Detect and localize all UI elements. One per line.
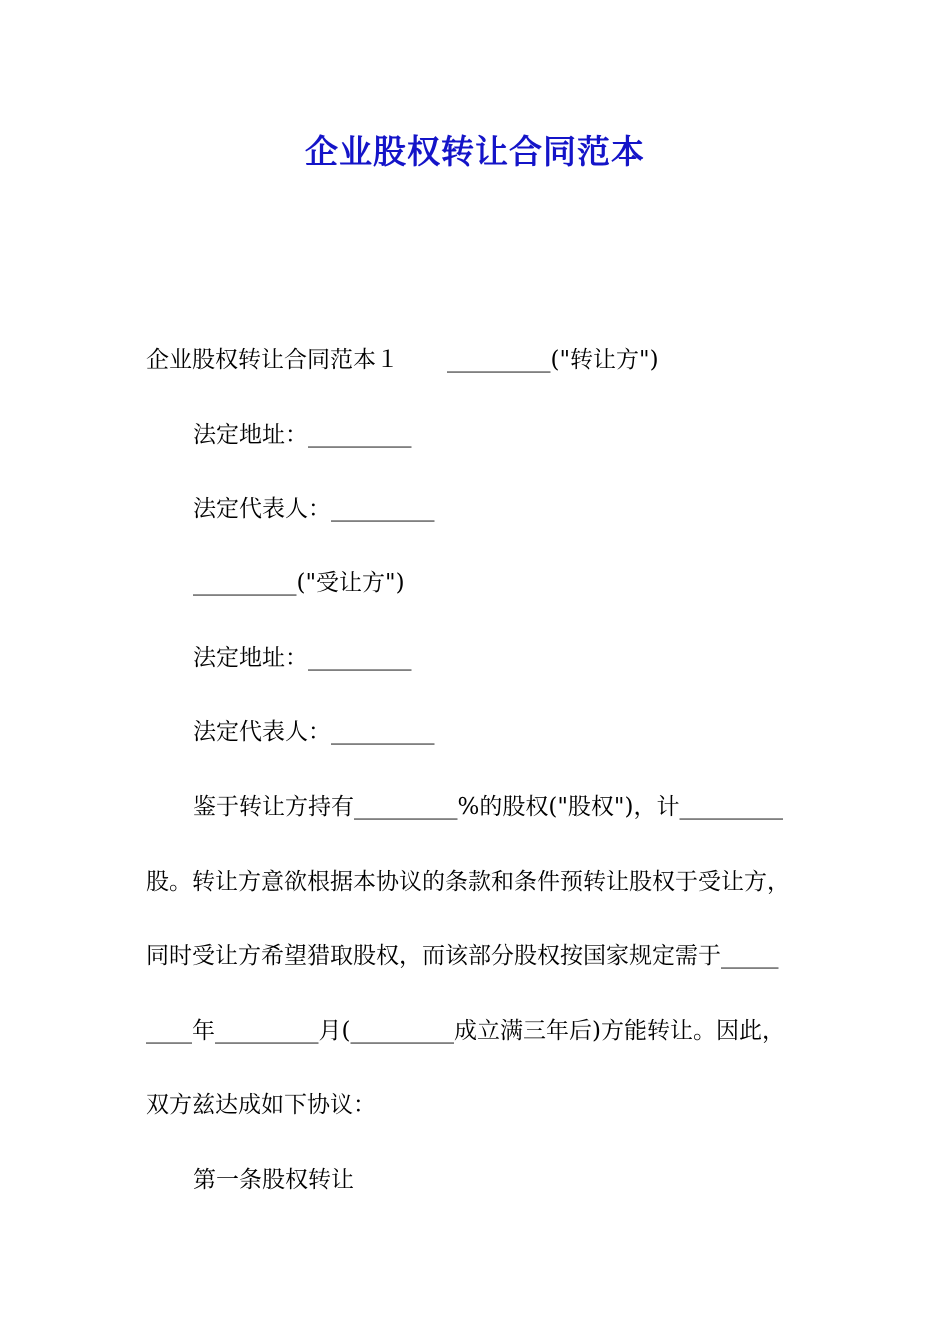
paragraph-line: ____年_________月(_________成立满三年后)方能转让。因此，: [146, 1018, 785, 1044]
paragraph-line: 股。转让方意欲根据本协议的条款和条件预转让股权于受让方，: [146, 869, 790, 895]
transferor-representative: 法定代表人：_________: [193, 496, 435, 522]
transferor-address: 法定地址：_________: [193, 422, 412, 448]
transferee-blank: _________("受让方"): [193, 570, 405, 596]
paragraph-line: 鉴于转让方持有_________%的股权("股权")，计_________: [193, 794, 783, 820]
transferee-representative: 法定代表人：_________: [193, 719, 435, 745]
paragraph-line: 双方兹达成如下协议：: [146, 1092, 376, 1118]
contract-subtitle: 企业股权转让合同范本１: [146, 347, 399, 373]
transferee-address: 法定地址：_________: [193, 645, 412, 671]
article-heading: 第一条股权转让: [193, 1167, 354, 1193]
contract-heading-line: [146, 345, 659, 375]
paragraph-line: 同时受让方希望猎取股权，而该部分股权按国家规定需于_____: [146, 943, 779, 969]
transferor-blank: _________("转让方"): [447, 347, 659, 373]
page-title: 企业股权转让合同范本: [305, 132, 645, 171]
